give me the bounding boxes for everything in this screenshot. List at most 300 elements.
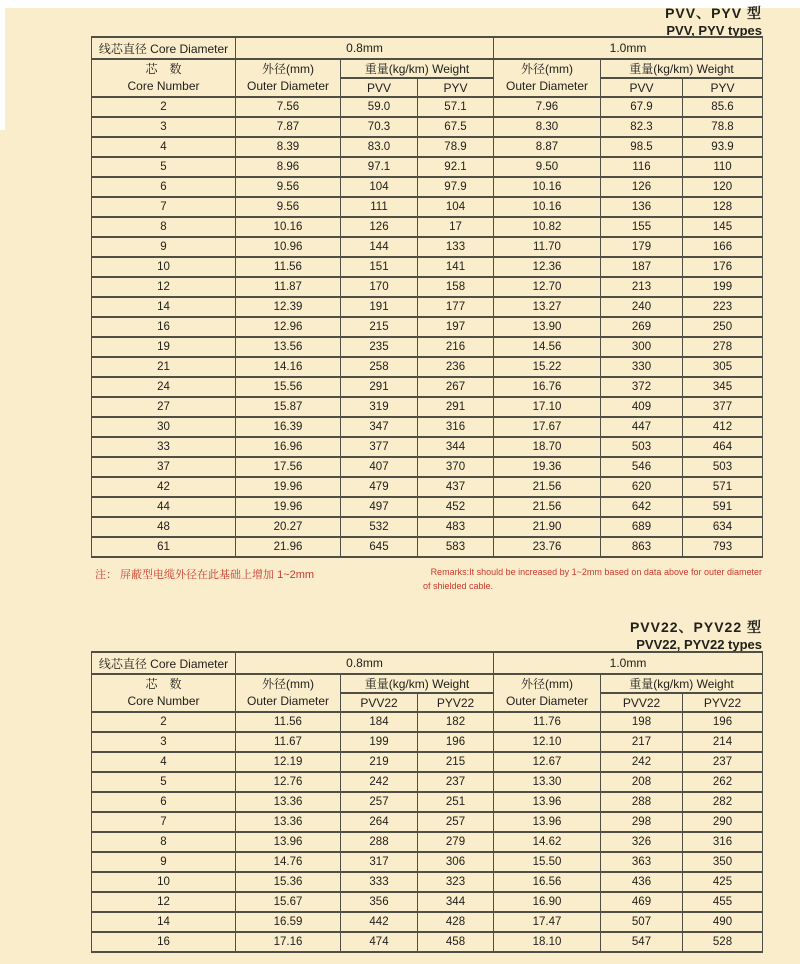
table-row	[92, 497, 763, 517]
cell: 57.1	[418, 97, 494, 117]
cell: 48	[92, 517, 236, 537]
cell: 191	[341, 297, 418, 317]
cell: 258	[341, 357, 418, 377]
cell: 412	[683, 417, 763, 437]
cell: 345	[683, 377, 763, 397]
cell: 15.56	[236, 377, 341, 397]
cell: 689	[601, 517, 683, 537]
scan-edge-left	[0, 0, 5, 130]
cell: 13.27	[494, 297, 601, 317]
cell: 176	[683, 257, 763, 277]
size-0.8mm-header: 0.8mm	[236, 37, 494, 59]
core-number-zh: 芯 数	[145, 676, 182, 691]
cell: 170	[341, 277, 418, 297]
cell: 793	[683, 537, 763, 557]
table-row	[92, 437, 763, 457]
cell: 158	[418, 277, 494, 297]
table-row	[92, 477, 763, 497]
cell: 59.0	[341, 97, 418, 117]
table1-title-zh: PVV、PYV 型	[665, 5, 762, 21]
cell: 12.39	[236, 297, 341, 317]
cell: 458	[418, 932, 494, 952]
cell: 196	[683, 712, 763, 732]
size-1.0mm-header: 1.0mm	[494, 37, 763, 59]
cell: 196	[418, 732, 494, 752]
cell: 4	[92, 752, 236, 772]
cell: 350	[683, 852, 763, 872]
table-row	[92, 197, 763, 217]
cell: 70.3	[341, 117, 418, 137]
cell: 93.9	[683, 137, 763, 157]
cell: 126	[601, 177, 683, 197]
cell: 17.56	[236, 457, 341, 477]
cell: 11.67	[236, 732, 341, 752]
outer-diameter-en: Outer Diameter	[246, 694, 330, 708]
cell: 583	[418, 537, 494, 557]
cell: 507	[601, 912, 683, 932]
cell: 278	[683, 337, 763, 357]
cell: 3	[92, 117, 236, 137]
cell: 8	[92, 217, 236, 237]
cell: 12.70	[494, 277, 601, 297]
cell: 407	[341, 457, 418, 477]
cell: 13.30	[494, 772, 601, 792]
cell: 236	[418, 357, 494, 377]
cell: 425	[683, 872, 763, 892]
cell: 78.9	[418, 137, 494, 157]
cell: 13.90	[494, 317, 601, 337]
cell: 437	[418, 477, 494, 497]
table-row	[92, 297, 763, 317]
cell: 17.16	[236, 932, 341, 952]
cell: 214	[683, 732, 763, 752]
cell: 483	[418, 517, 494, 537]
cell: 257	[418, 812, 494, 832]
cell: 120	[683, 177, 763, 197]
cell: 503	[601, 437, 683, 457]
cell: 3	[92, 732, 236, 752]
cell: 15.87	[236, 397, 341, 417]
cell: 216	[418, 337, 494, 357]
cell: 42	[92, 477, 236, 497]
outer-diameter-zh: 外径(mm)	[521, 676, 573, 691]
cell: 290	[683, 812, 763, 832]
cell: 155	[601, 217, 683, 237]
cell: 111	[341, 197, 418, 217]
table-row	[92, 217, 763, 237]
cell: 377	[341, 437, 418, 457]
cell: 14.76	[236, 852, 341, 872]
cell: 219	[341, 752, 418, 772]
size-1.0mm-header: 1.0mm	[494, 652, 763, 674]
cell: 104	[341, 177, 418, 197]
cell: 128	[683, 197, 763, 217]
cell: 166	[683, 237, 763, 257]
header-row-sizes	[92, 37, 763, 59]
cell: 21.56	[494, 497, 601, 517]
table1-title-en: PVV, PYV types	[666, 23, 762, 38]
pvv22-pyv22-table-body	[92, 712, 763, 952]
cell: 2	[92, 97, 236, 117]
header-row-columns	[92, 674, 763, 693]
cell: 237	[418, 772, 494, 792]
cell: 12.19	[236, 752, 341, 772]
cell: 223	[683, 297, 763, 317]
cell: 298	[601, 812, 683, 832]
outer-diameter-en: Outer Diameter	[505, 79, 589, 93]
cell: 9.56	[236, 197, 341, 217]
outer-diameter-zh: 外径(mm)	[262, 676, 314, 691]
cell: 13.36	[236, 792, 341, 812]
cell: 145	[683, 217, 763, 237]
table-row	[92, 772, 763, 792]
cell: 12	[92, 892, 236, 912]
table-row	[92, 517, 763, 537]
cell: 620	[601, 477, 683, 497]
table-row	[92, 932, 763, 952]
cell: 14.56	[494, 337, 601, 357]
outer-diameter-en: Outer Diameter	[246, 79, 330, 93]
cell: 9.50	[494, 157, 601, 177]
cell: 16	[92, 932, 236, 952]
cell: 14	[92, 912, 236, 932]
type-header: PYV22	[683, 693, 763, 712]
cell: 242	[601, 752, 683, 772]
cell: 5	[92, 157, 236, 177]
cell: 30	[92, 417, 236, 437]
cell: 452	[418, 497, 494, 517]
outer-diameter-header-b	[494, 674, 601, 712]
table-row	[92, 337, 763, 357]
type-header: PVV	[601, 78, 683, 97]
cell: 16.56	[494, 872, 601, 892]
cell: 333	[341, 872, 418, 892]
cell: 474	[341, 932, 418, 952]
outer-diameter-zh: 外径(mm)	[521, 61, 573, 76]
cell: 21.96	[236, 537, 341, 557]
remark-line1: Remarks:It should be increased by 1~2mm based on data above for outer diameter	[430, 567, 762, 577]
cell: 14	[92, 297, 236, 317]
table2-title-zh: PVV22、PYV22 型	[629, 619, 762, 635]
cell: 215	[341, 317, 418, 337]
cell: 199	[683, 277, 763, 297]
pvv-pyv-table	[91, 36, 763, 558]
cell: 15.22	[494, 357, 601, 377]
table-row	[92, 537, 763, 557]
cell: 67.9	[601, 97, 683, 117]
cell: 262	[683, 772, 763, 792]
cell: 83.0	[341, 137, 418, 157]
cell: 347	[341, 417, 418, 437]
cell: 464	[683, 437, 763, 457]
cell: 571	[683, 477, 763, 497]
weight-header-b: 重量(kg/km) Weight	[601, 59, 763, 78]
table-row	[92, 892, 763, 912]
cell: 12.36	[494, 257, 601, 277]
cell: 19	[92, 337, 236, 357]
cell: 21	[92, 357, 236, 377]
cell: 264	[341, 812, 418, 832]
cell: 18.70	[494, 437, 601, 457]
cell: 13.96	[494, 812, 601, 832]
cell: 213	[601, 277, 683, 297]
cell: 17.67	[494, 417, 601, 437]
cell: 330	[601, 357, 683, 377]
cell: 16.96	[236, 437, 341, 457]
outer-diameter-header-a	[236, 59, 341, 97]
cell: 144	[341, 237, 418, 257]
cell: 82.3	[601, 117, 683, 137]
table1-title-block	[665, 6, 762, 37]
cell: 288	[341, 832, 418, 852]
cell: 7.87	[236, 117, 341, 137]
cell: 10.96	[236, 237, 341, 257]
cell: 104	[418, 197, 494, 217]
cell: 15.50	[494, 852, 601, 872]
cell: 17	[418, 217, 494, 237]
cell: 16.76	[494, 377, 601, 397]
table-row	[92, 397, 763, 417]
cell: 316	[683, 832, 763, 852]
cell: 13.96	[494, 792, 601, 812]
cell: 21.56	[494, 477, 601, 497]
cell: 187	[601, 257, 683, 277]
cell: 9	[92, 852, 236, 872]
cell: 15.67	[236, 892, 341, 912]
header-row-columns	[92, 59, 763, 78]
cell: 208	[601, 772, 683, 792]
cell: 7	[92, 197, 236, 217]
cell: 316	[418, 417, 494, 437]
cell: 110	[683, 157, 763, 177]
cell: 528	[683, 932, 763, 952]
cell: 11.87	[236, 277, 341, 297]
table-row	[92, 872, 763, 892]
cell: 16	[92, 317, 236, 337]
note-zh: 注： 屏蔽型电缆外径在此基础上增加 1~2mm	[95, 569, 315, 581]
cell: 372	[601, 377, 683, 397]
cell: 15.36	[236, 872, 341, 892]
cell: 10	[92, 872, 236, 892]
weight-header-b: 重量(kg/km) Weight	[601, 674, 763, 693]
outer-diameter-zh: 外径(mm)	[262, 61, 314, 76]
cell: 16.59	[236, 912, 341, 932]
outer-diameter-en: Outer Diameter	[505, 694, 589, 708]
cell: 182	[418, 712, 494, 732]
weight-header-a: 重量(kg/km) Weight	[341, 59, 494, 78]
cell: 6	[92, 792, 236, 812]
cell: 198	[601, 712, 683, 732]
table-row	[92, 357, 763, 377]
cell: 19.36	[494, 457, 601, 477]
cell: 235	[341, 337, 418, 357]
type-header: PYV	[418, 78, 494, 97]
cell: 363	[601, 852, 683, 872]
core-number-en: Core Number	[127, 79, 200, 93]
cell: 14.16	[236, 357, 341, 377]
cell: 370	[418, 457, 494, 477]
cell: 10	[92, 257, 236, 277]
table-row	[92, 97, 763, 117]
cell: 547	[601, 932, 683, 952]
cell: 11.70	[494, 237, 601, 257]
cell: 217	[601, 732, 683, 752]
table-row	[92, 257, 763, 277]
cell: 7.96	[494, 97, 601, 117]
cell: 237	[683, 752, 763, 772]
table-row	[92, 137, 763, 157]
cell: 126	[341, 217, 418, 237]
core-number-header	[92, 59, 236, 97]
cell: 10.16	[236, 217, 341, 237]
table-row	[92, 832, 763, 852]
cell: 61	[92, 537, 236, 557]
cell: 16.90	[494, 892, 601, 912]
cell: 455	[683, 892, 763, 912]
cell: 8	[92, 832, 236, 852]
table-row	[92, 377, 763, 397]
cell: 269	[601, 317, 683, 337]
table2-title-block	[630, 620, 762, 651]
cell: 863	[601, 537, 683, 557]
cell: 344	[418, 437, 494, 457]
cell: 11.56	[236, 712, 341, 732]
cell: 305	[683, 357, 763, 377]
cell: 300	[601, 337, 683, 357]
cell: 215	[418, 752, 494, 772]
table-row	[92, 177, 763, 197]
cell: 409	[601, 397, 683, 417]
core-number-header	[92, 674, 236, 712]
cell: 10.16	[494, 177, 601, 197]
cell: 199	[341, 732, 418, 752]
cell: 184	[341, 712, 418, 732]
remark-line2: of shielded cable.	[423, 581, 494, 591]
cell: 240	[601, 297, 683, 317]
cell: 5	[92, 772, 236, 792]
cell: 11.76	[494, 712, 601, 732]
cell: 642	[601, 497, 683, 517]
cell: 4	[92, 137, 236, 157]
cell: 436	[601, 872, 683, 892]
type-header: PVV22	[601, 693, 683, 712]
cell: 591	[683, 497, 763, 517]
cell: 21.90	[494, 517, 601, 537]
pvv22-pyv22-table	[91, 651, 763, 953]
core-number-zh: 芯 数	[145, 61, 182, 76]
cell: 306	[418, 852, 494, 872]
cell: 479	[341, 477, 418, 497]
cell: 242	[341, 772, 418, 792]
cell: 179	[601, 237, 683, 257]
type-header: PYV	[683, 78, 763, 97]
cell: 291	[418, 397, 494, 417]
cell: 97.9	[418, 177, 494, 197]
cell: 356	[341, 892, 418, 912]
cell: 17.47	[494, 912, 601, 932]
cell: 291	[341, 377, 418, 397]
cell: 645	[341, 537, 418, 557]
type-header: PYV22	[418, 693, 494, 712]
weight-header-a: 重量(kg/km) Weight	[341, 674, 494, 693]
cell: 257	[341, 792, 418, 812]
table-row	[92, 852, 763, 872]
table-row	[92, 712, 763, 732]
cell: 13.36	[236, 812, 341, 832]
outer-diameter-header-b	[494, 59, 601, 97]
cell: 85.6	[683, 97, 763, 117]
cell: 8.30	[494, 117, 601, 137]
table-row	[92, 732, 763, 752]
cell: 532	[341, 517, 418, 537]
header-row-sizes	[92, 652, 763, 674]
cell: 326	[601, 832, 683, 852]
table-row	[92, 157, 763, 177]
cell: 279	[418, 832, 494, 852]
cell: 634	[683, 517, 763, 537]
cell: 11.56	[236, 257, 341, 277]
cell: 136	[601, 197, 683, 217]
cell: 37	[92, 457, 236, 477]
table-row	[92, 457, 763, 477]
cell: 267	[418, 377, 494, 397]
cell: 282	[683, 792, 763, 812]
cell: 8.39	[236, 137, 341, 157]
cell: 116	[601, 157, 683, 177]
cell: 546	[601, 457, 683, 477]
type-header: PVV	[341, 78, 418, 97]
cell: 442	[341, 912, 418, 932]
cell: 8.87	[494, 137, 601, 157]
core-number-en: Core Number	[127, 694, 200, 708]
cell: 19.96	[236, 497, 341, 517]
cell: 92.1	[418, 157, 494, 177]
cell: 428	[418, 912, 494, 932]
table-row	[92, 117, 763, 137]
cell: 13.56	[236, 337, 341, 357]
table-row	[92, 417, 763, 437]
cell: 78.8	[683, 117, 763, 137]
cell: 12.67	[494, 752, 601, 772]
table-row	[92, 317, 763, 337]
cell: 12	[92, 277, 236, 297]
cell: 323	[418, 872, 494, 892]
cell: 377	[683, 397, 763, 417]
cell: 9	[92, 237, 236, 257]
cell: 251	[418, 792, 494, 812]
cell: 98.5	[601, 137, 683, 157]
cell: 44	[92, 497, 236, 517]
cell: 33	[92, 437, 236, 457]
table-row	[92, 752, 763, 772]
type-header: PVV22	[341, 693, 418, 712]
table-row	[92, 792, 763, 812]
cell: 97.1	[341, 157, 418, 177]
cell: 250	[683, 317, 763, 337]
cell: 67.5	[418, 117, 494, 137]
table-row	[92, 812, 763, 832]
cell: 12.10	[494, 732, 601, 752]
cell: 6	[92, 177, 236, 197]
cell: 2	[92, 712, 236, 732]
table2-title-en: PVV22, PYV22 types	[636, 637, 762, 652]
cell: 319	[341, 397, 418, 417]
cell: 14.62	[494, 832, 601, 852]
cell: 10.16	[494, 197, 601, 217]
outer-diameter-header-a	[236, 674, 341, 712]
cell: 18.10	[494, 932, 601, 952]
cell: 16.39	[236, 417, 341, 437]
